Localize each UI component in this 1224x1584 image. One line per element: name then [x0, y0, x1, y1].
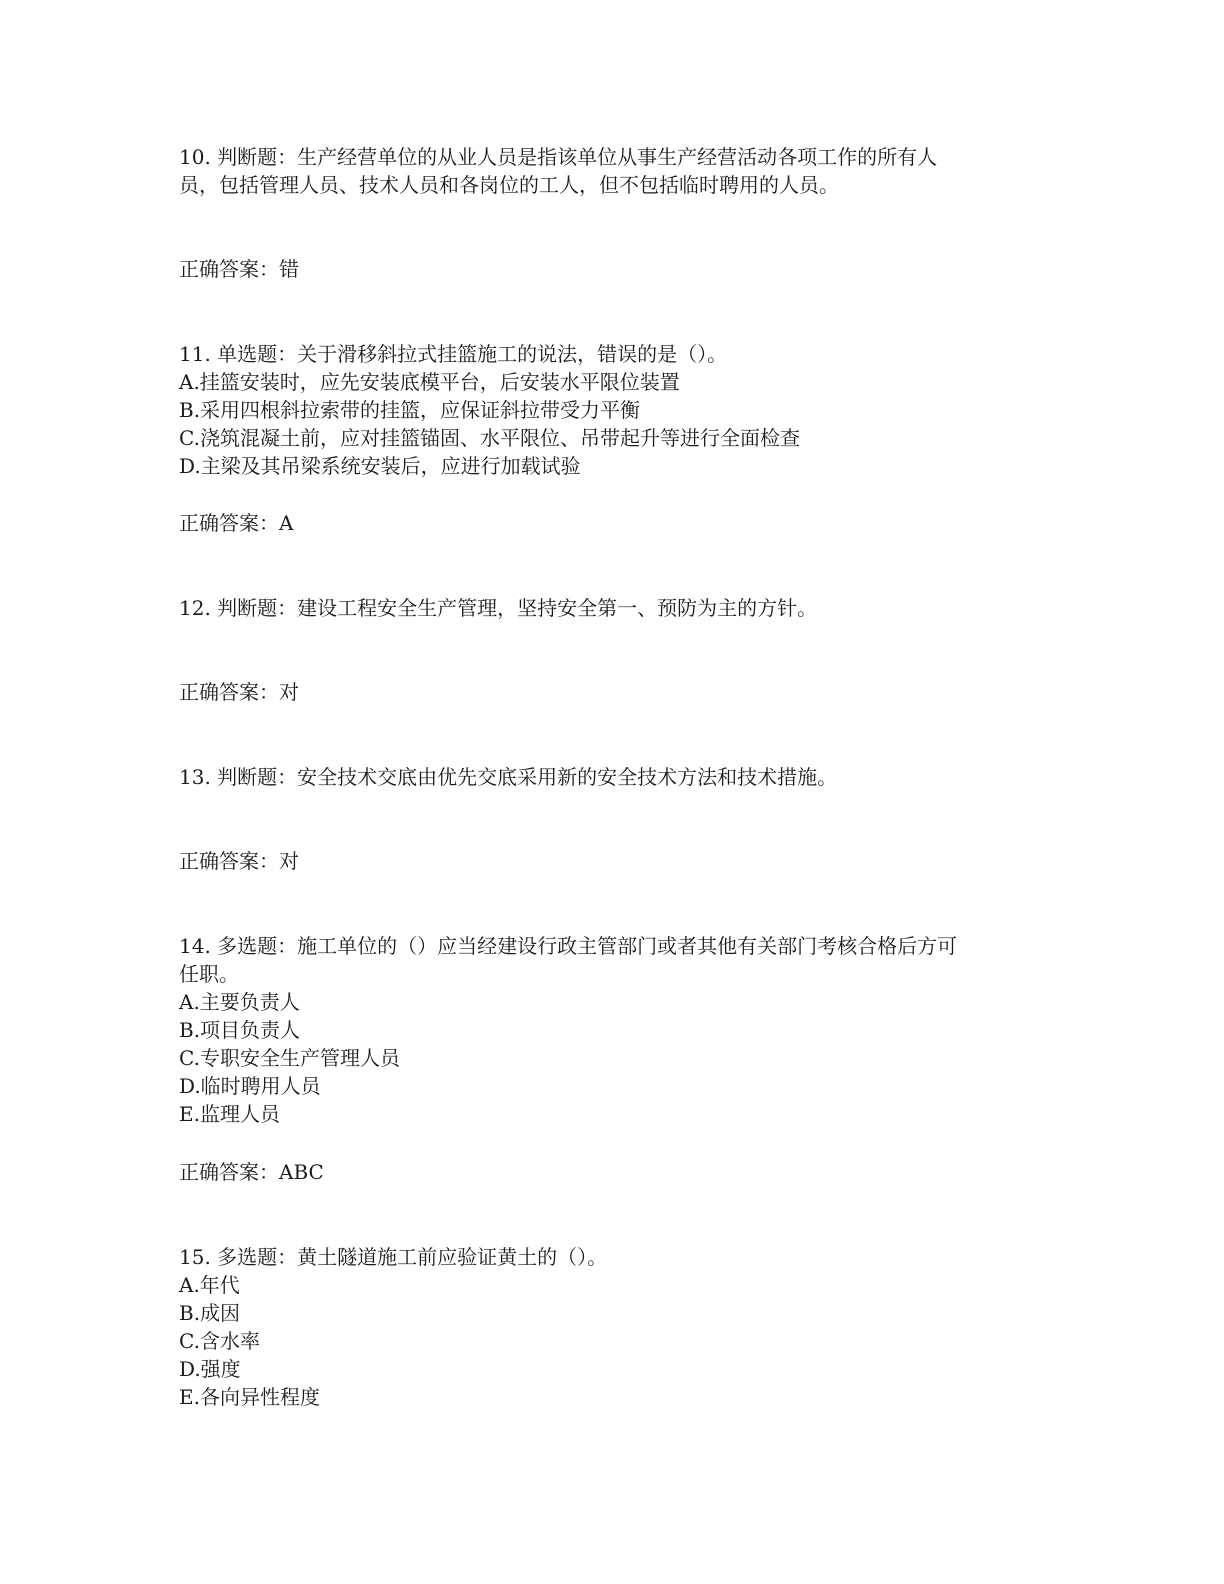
question-11-option-d: D.主梁及其吊梁系统安装后，应进行加载试验 — [179, 454, 581, 478]
question-10-stem-line-2: 员，包括管理人员、技术人员和各岗位的工人，但不包括临时聘用的人员。 — [179, 173, 839, 197]
question-14-stem-line-2: 任职。 — [179, 962, 239, 986]
question-11-answer: 正确答案：A — [179, 511, 294, 535]
question-14-answer: 正确答案：ABC — [179, 1160, 324, 1184]
question-14-option-a: A.主要负责人 — [179, 990, 300, 1014]
question-14-option-c: C.专职安全生产管理人员 — [179, 1046, 400, 1070]
question-15-option-c: C.含水率 — [179, 1329, 260, 1353]
question-15-option-e: E.各向异性程度 — [179, 1385, 320, 1409]
question-10-stem-line-1: 10. 判断题：生产经营单位的从业人员是指该单位从事生产经营活动各项工作的所有人 — [179, 145, 938, 169]
question-11-stem: 11. 单选题：关于滑移斜拉式挂篮施工的说法，错误的是（）。 — [179, 342, 728, 366]
question-14-option-e: E.监理人员 — [179, 1102, 280, 1126]
question-15-stem: 15. 多选题：黄土隧道施工前应验证黄土的（）。 — [179, 1245, 608, 1269]
question-14-option-b: B.项目负责人 — [179, 1018, 301, 1042]
question-11-option-b: B.采用四根斜拉索带的挂篮，应保证斜拉带受力平衡 — [179, 398, 641, 422]
question-11-option-a: A.挂篮安装时，应先安装底模平台，后安装水平限位装置 — [179, 370, 680, 394]
question-15-option-d: D.强度 — [179, 1357, 241, 1381]
question-13-stem: 13. 判断题：安全技术交底由优先交底采用新的安全技术方法和技术措施。 — [179, 765, 838, 789]
question-15-option-a: A.年代 — [179, 1273, 240, 1297]
question-14-stem-line-1: 14. 多选题：施工单位的（）应当经建设行政主管部门或者其他有关部门考核合格后方可 — [179, 934, 958, 958]
question-12-stem: 12. 判断题：建设工程安全生产管理，坚持安全第一、预防为主的方针。 — [179, 596, 818, 620]
question-13-answer: 正确答案：对 — [179, 849, 299, 873]
question-11-option-c: C.浇筑混凝土前，应对挂篮锚固、水平限位、吊带起升等进行全面检查 — [179, 426, 800, 450]
question-10-answer: 正确答案：错 — [179, 257, 299, 281]
question-15-option-b: B.成因 — [179, 1301, 241, 1325]
question-12-answer: 正确答案：对 — [179, 680, 299, 704]
question-14-option-d: D.临时聘用人员 — [179, 1074, 321, 1098]
